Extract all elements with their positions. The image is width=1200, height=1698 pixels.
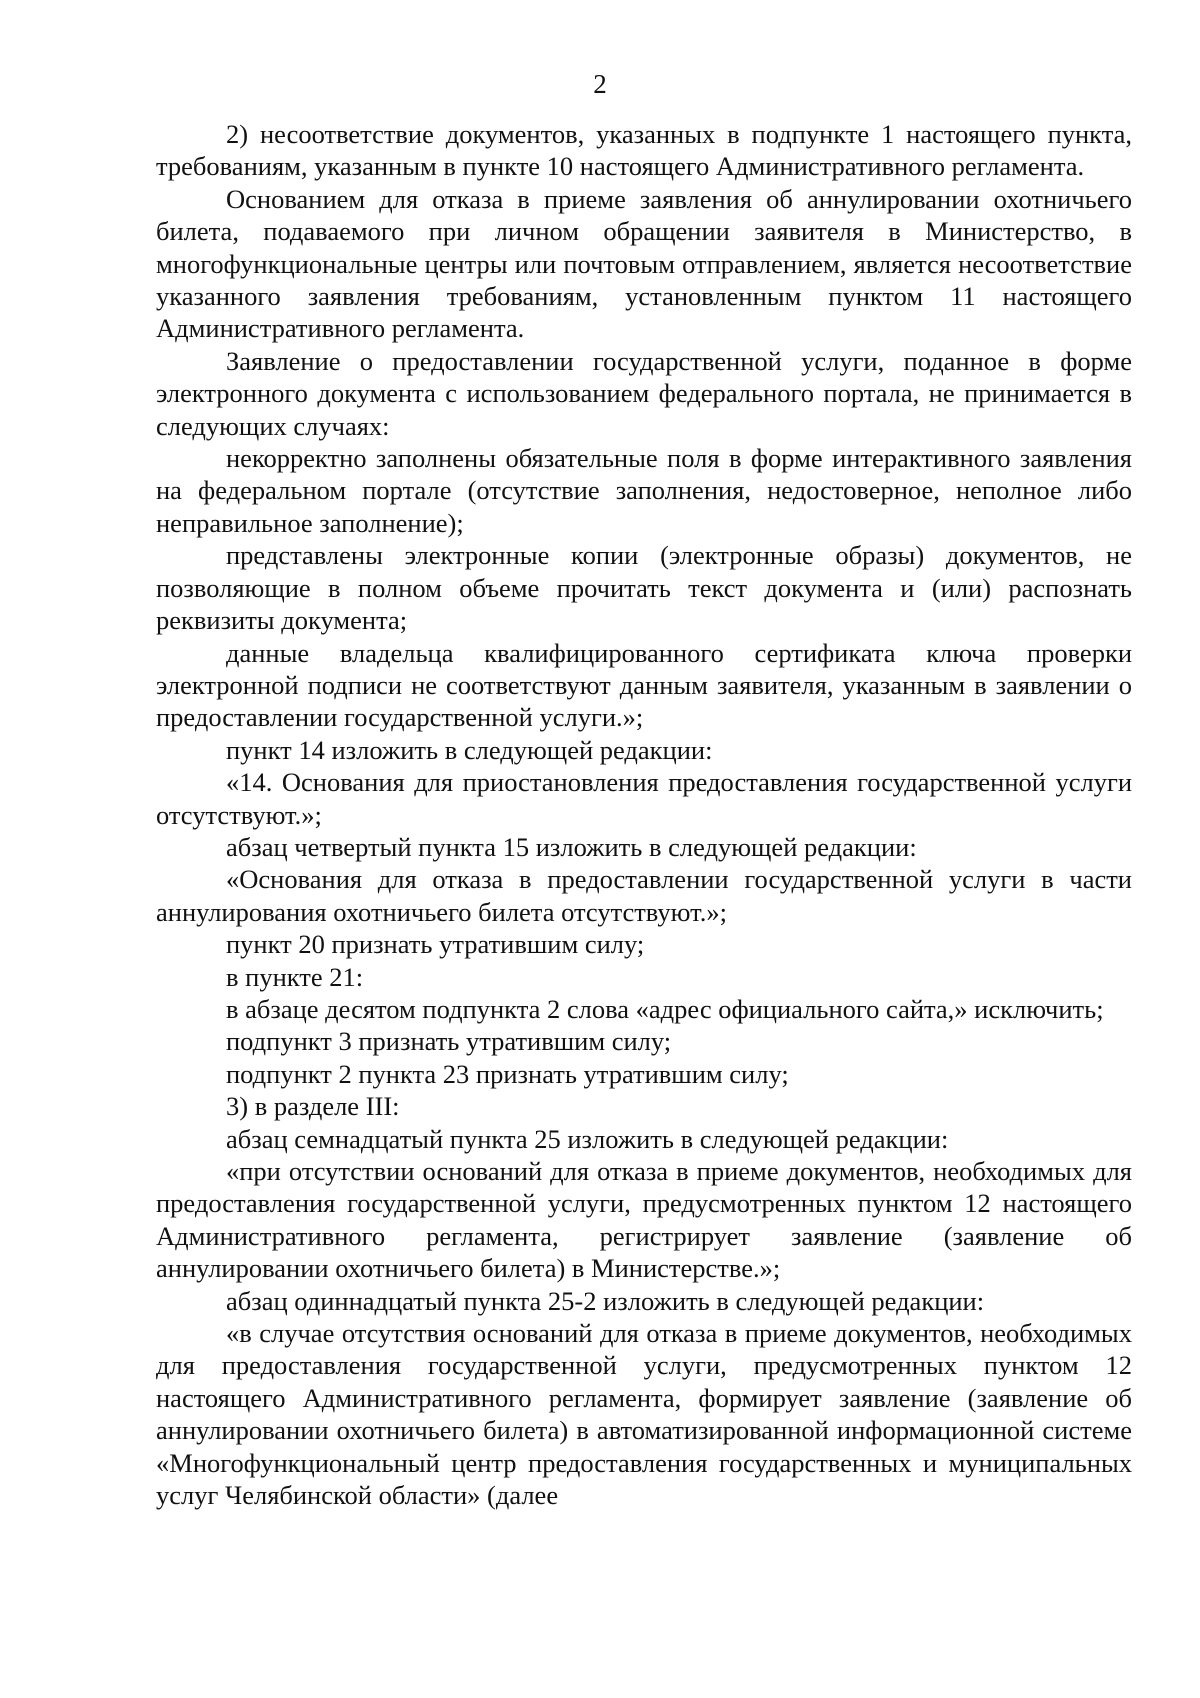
paragraph: абзац одиннадцатый пункта 25-2 изложить в следующей редакции: (226, 1285, 985, 1316)
paragraph: представлены электронные копии (электронные образы) документов, не позволяющие в полном объеме прочитать текст документа и (или) распознать реквизиты документа; (156, 540, 1132, 636)
paragraph: в абзаце десятом подпункта 2 слова «адрес официального сайта,» исключить; (226, 993, 1104, 1024)
paragraph: «при отсутствии оснований для отказа в приеме документов, необходимых для предоставления государственной услуги, предусмотренных пунктом 12 настоящего Административного регламента, регистрирует заявление (заявление об аннулировании охотничьего билета) в Министерстве.»; (156, 1156, 1132, 1284)
paragraph: пункт 14 изложить в следующей редакции: (226, 734, 713, 765)
paragraph: подпункт 3 признать утратившим силу; (226, 1026, 672, 1057)
page-number: 2 (593, 69, 607, 99)
paragraph: Заявление о предоставлении государственной услуги, поданное в форме электронного документа с использованием федерального портала, не принимается в следующих случаях: (156, 345, 1132, 441)
paragraph: пункт 20 признать утратившим силу; (226, 929, 645, 960)
paragraph: абзац семнадцатый пункта 25 изложить в следующей редакции: (226, 1123, 949, 1154)
paragraph: в пункте 21: (226, 961, 364, 992)
paragraph: некорректно заполнены обязательные поля в форме интерактивного заявления на федеральном портале (отсутствие заполнения, недостоверное, неполное либо неправильное заполнение); (156, 443, 1132, 538)
paragraph: 3) в разделе III: (226, 1091, 400, 1122)
paragraph: подпункт 2 пункта 23 признать утратившим силу; (226, 1058, 789, 1089)
paragraph: 2) несоответствие документов, указанных в подпункте 1 настоящего пункта, требованиям, указанным в пункте 10 настоящего Административного регламента. (156, 119, 1132, 182)
paragraph: «в случае отсутствия оснований для отказа в приеме документов, необходимых для предоставления государственной услуги, предусмотренных пунктом 12 настоящего Административного регламента, формирует заявление (заявление об аннулировании охотничьего билета) в автоматизированной информационной системе «Многофункциональный центр предоставления государственных и муниципальных услуг Челябинской области» (далее (156, 1318, 1132, 1511)
paragraph: «14. Основания для приостановления предоставления государственной услуги отсутствуют.»; (156, 767, 1132, 830)
paragraph: «Основания для отказа в предоставлении государственной услуги в части аннулирования охотничьего билета отсутствуют.»; (156, 864, 1132, 927)
paragraph: Основанием для отказа в приеме заявления об аннулировании охотничьего билета, подаваемого при личном обращении заявителя в Министерство, в многофункциональные центры или почтовым отправлением, является несоответствие указанного заявления требованиям, установленным пунктом 11 настоящего Административного регламента. (156, 183, 1132, 344)
paragraph: абзац четвертый пункта 15 изложить в следующей редакции: (226, 831, 917, 862)
document-body (156, 118, 1132, 1511)
paragraph: данные владельца квалифицированного сертификата ключа проверки электронной подписи не соответствуют данным заявителя, указанным в заявлении о предоставлении государственной услуги.»; (156, 637, 1132, 733)
